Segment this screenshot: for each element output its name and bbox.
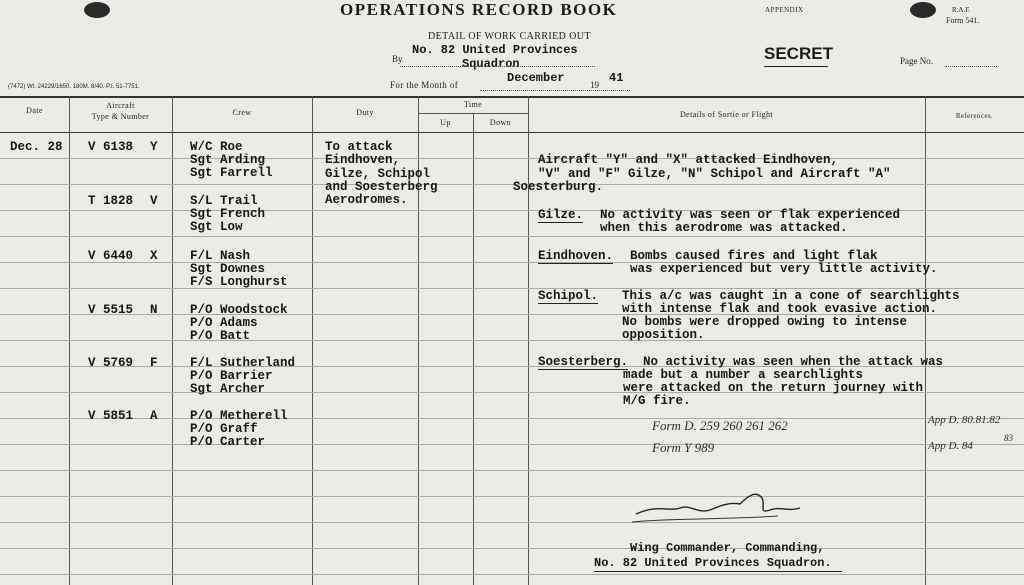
details-line: opposition. (622, 328, 705, 342)
century-label: 19 (590, 80, 599, 90)
aircraft-letter: V (150, 194, 158, 208)
header-details: Details of Sortie or Flight (679, 110, 773, 119)
form-d-reference: Form D. 259 260 261 262 (652, 418, 788, 433)
duty-line: Eindhoven, (325, 153, 401, 167)
signature-underline (594, 571, 842, 572)
appendix-reference: App D. 80.81.82 (928, 414, 1001, 426)
aircraft-number: V 5515 (88, 303, 134, 317)
details-line: "V" and "F" Gilze, "N" Schipol and Aircraft "A" (538, 167, 891, 181)
duty-line: and Soesterberg (325, 180, 438, 194)
print-code: (7472) Wt. 24229/1650. 180M. 8/40. P.I. 51-7751. (8, 84, 140, 90)
signature-text (640, 500, 645, 501)
gilze-label: Gilze. (538, 208, 584, 222)
details-line: Soesterburg. (513, 180, 604, 194)
page-no-label: Page No. (900, 56, 933, 66)
duty-line: Gilze, Schipol (325, 167, 431, 181)
header-aircraft-line1: Aircraft (106, 101, 135, 110)
form-number: Form 541. (946, 16, 980, 25)
aircraft-letter: A (150, 409, 158, 423)
details-line: were attacked on the return journey with (623, 381, 924, 395)
details-line: No activity was seen when the attack was (643, 355, 944, 369)
details-line: No bombs were dropped owing to intense (622, 315, 908, 329)
appendix-reference-extra: 83 (1004, 433, 1013, 443)
table-header-rule (0, 132, 1024, 133)
crew-member: Sgt Archer (190, 382, 266, 396)
header-time: Time (463, 100, 483, 109)
crew-member: S/L Trail (190, 194, 258, 208)
crew-member: P/O Adams (190, 316, 258, 330)
by-line (400, 66, 595, 67)
duty-line: To attack (325, 140, 393, 154)
secret-stamp: SECRET (764, 44, 833, 63)
details-line: Bombs caused fires and light flak (630, 249, 878, 263)
crew-member: P/O Graff (190, 422, 258, 436)
aircraft-number: V 6440 (88, 249, 134, 263)
aircraft-number: V 5851 (88, 409, 134, 423)
details-line: was experienced but very little activity. (630, 262, 938, 276)
details-line: with intense flak and took evasive action. (622, 302, 938, 316)
details-line: Aircraft "Y" and "X" attacked Eindhoven, (538, 153, 839, 167)
crew-member: P/O Woodstock (190, 303, 288, 317)
duty-line: Aerodromes. (325, 193, 408, 207)
aircraft-number: V 5769 (88, 356, 134, 370)
squadron-line2: Squadron (462, 57, 520, 71)
crew-member: F/L Sutherland (190, 356, 296, 370)
crew-member: F/S Longhurst (190, 275, 288, 289)
details-line: when this aerodrome was attacked. (600, 221, 848, 235)
crew-member: W/C Roe (190, 140, 243, 154)
crew-member: P/O Batt (190, 329, 251, 343)
header-up: Up (440, 118, 451, 127)
entry-date: Dec. 28 (10, 140, 63, 154)
crew-member: Sgt French (190, 207, 266, 221)
signatory-squadron: No. 82 United Provinces Squadron. (594, 556, 832, 570)
aircraft-number: V 6138 (88, 140, 134, 154)
for-month-label: For the Month of (390, 80, 459, 90)
page-title: OPERATIONS RECORD BOOK (340, 0, 618, 19)
crew-member: F/L Nash (190, 249, 251, 263)
crew-member: P/O Metherell (190, 409, 288, 423)
header-down: Down (489, 118, 512, 127)
month-value: December (507, 71, 565, 85)
details-line: M/G fire. (623, 394, 691, 408)
punch-hole-left (84, 2, 110, 18)
secret-underline (764, 66, 828, 67)
appendix-label: APPENDIX (765, 6, 804, 14)
punch-hole-right (910, 2, 936, 18)
handwritten-signature (628, 484, 818, 532)
crew-member: Sgt Low (190, 220, 243, 234)
crew-member: Sgt Downes (190, 262, 266, 276)
soesterberg-label: Soesterberg. (538, 355, 629, 369)
month-line (480, 90, 630, 91)
aircraft-letter: Y (150, 140, 158, 154)
header-date: Date (26, 106, 43, 115)
page-no-line (945, 66, 997, 67)
crew-member: Sgt Arding (190, 153, 266, 167)
aircraft-letter: X (150, 249, 158, 263)
header-references: References. (955, 112, 994, 120)
aircraft-letter: F (150, 356, 158, 370)
details-line: No activity was seen or flak experienced (600, 208, 901, 222)
year-value: 41 (609, 71, 624, 85)
table-top-rule (0, 96, 1024, 98)
aircraft-letter: N (150, 303, 158, 317)
crew-member: Sgt Farrell (190, 166, 273, 180)
signatory-title: Wing Commander, Commanding, (630, 541, 825, 555)
header-crew: Crew (232, 108, 252, 117)
schipol-label: Schipol. (538, 289, 599, 303)
squadron-line1: No. 82 United Provinces (412, 43, 578, 57)
appendix-reference: App D. 84 (928, 440, 973, 452)
crew-member: P/O Carter (190, 435, 266, 449)
header-aircraft-line2: Type & Number (91, 112, 150, 121)
aircraft-number: T 1828 (88, 194, 134, 208)
header-duty: Duty (356, 108, 374, 117)
details-line: made but a number a searchlights (623, 368, 864, 382)
form-y-reference: Form Y 989 (652, 440, 715, 455)
raf-label: R.A.F. (952, 6, 971, 14)
details-line: This a/c was caught in a cone of searchlights (622, 289, 960, 303)
by-label: By (392, 54, 403, 64)
subtitle: DETAIL OF WORK CARRIED OUT (428, 31, 591, 42)
eindhoven-label: Eindhoven. (538, 249, 614, 263)
crew-member: P/O Barrier (190, 369, 273, 383)
